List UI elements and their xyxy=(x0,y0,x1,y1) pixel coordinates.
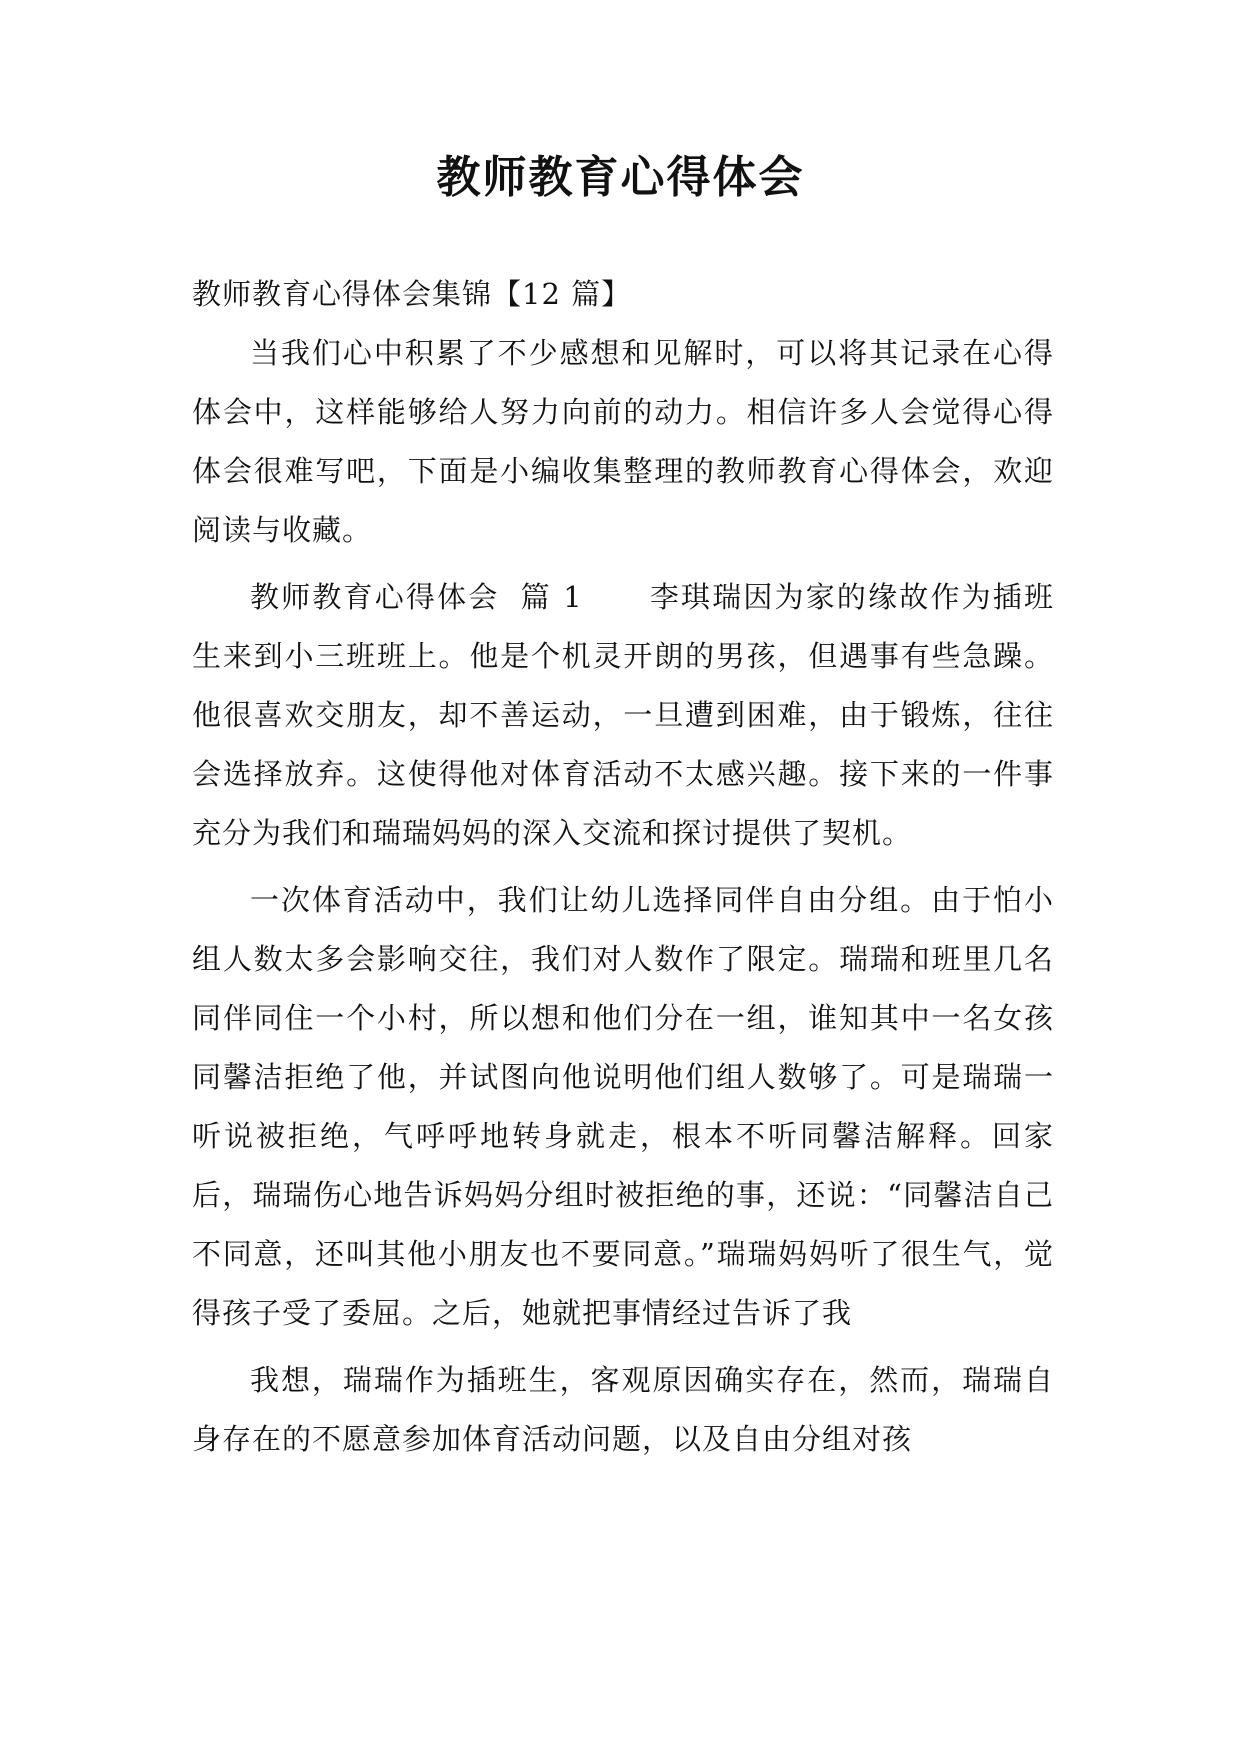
document-body xyxy=(192,265,1054,1477)
section-1-number: 篇 1 xyxy=(519,580,583,614)
document-title: 教师教育心得体会 xyxy=(436,152,805,203)
body-paragraph: 一次体育活动中，我们让幼儿选择同伴自由分组。由于怕小组人数太多会影响交往，我们对人数作了限定。瑞瑞和班里几名同伴同住一个小村，所以想和他们分在一组，谁知其中一名女孩同馨洁拒绝了他，并试图向他说明他们组人数够了。可是瑞瑞一听说被拒绝，气呼呼地转身就走，根本不听同馨洁解释。回家后，瑞瑞伤心地告诉妈妈分组时被拒绝的事，还说：“同馨洁自己不同意，还叫其他小朋友也不要同意。”瑞瑞妈妈听了很生气，觉得孩子受了委屈。之后，她就把事情经过告诉了我 xyxy=(192,883,1054,1330)
body-paragraph: 我想，瑞瑞作为插班生，客观原因确实存在，然而，瑞瑞自身存在的不愿意参加体育活动问题，以及自由分组对孩 xyxy=(192,1363,1054,1456)
section-1-heading: 教师教育心得体会 xyxy=(250,580,500,614)
document-subtitle: 教师教育心得体会集锦【12 篇】 xyxy=(192,277,632,311)
section-1-text: 李琪瑞因为家的缘故作为插班生来到小三班班上。他是个机灵开朗的男孩，但遇事有些急躁。他很喜欢交朋友，却不善运动，一旦遭到困难，由于锻炼，往往会选择放弃。这使得他对体育活动不太感兴趣。接下来的一件事充分为我们和瑞瑞妈妈的深入交流和探讨提供了契机。 xyxy=(192,580,1054,850)
section-1-paragraph xyxy=(192,568,1054,863)
intro-paragraph: 当我们心中积累了不少感想和见解时，可以将其记录在心得体会中，这样能够给人努力向前的动力。相信许多人会觉得心得体会很难写吧，下面是小编收集整理的教师教育心得体会，欢迎阅读与收藏。 xyxy=(192,336,1054,547)
